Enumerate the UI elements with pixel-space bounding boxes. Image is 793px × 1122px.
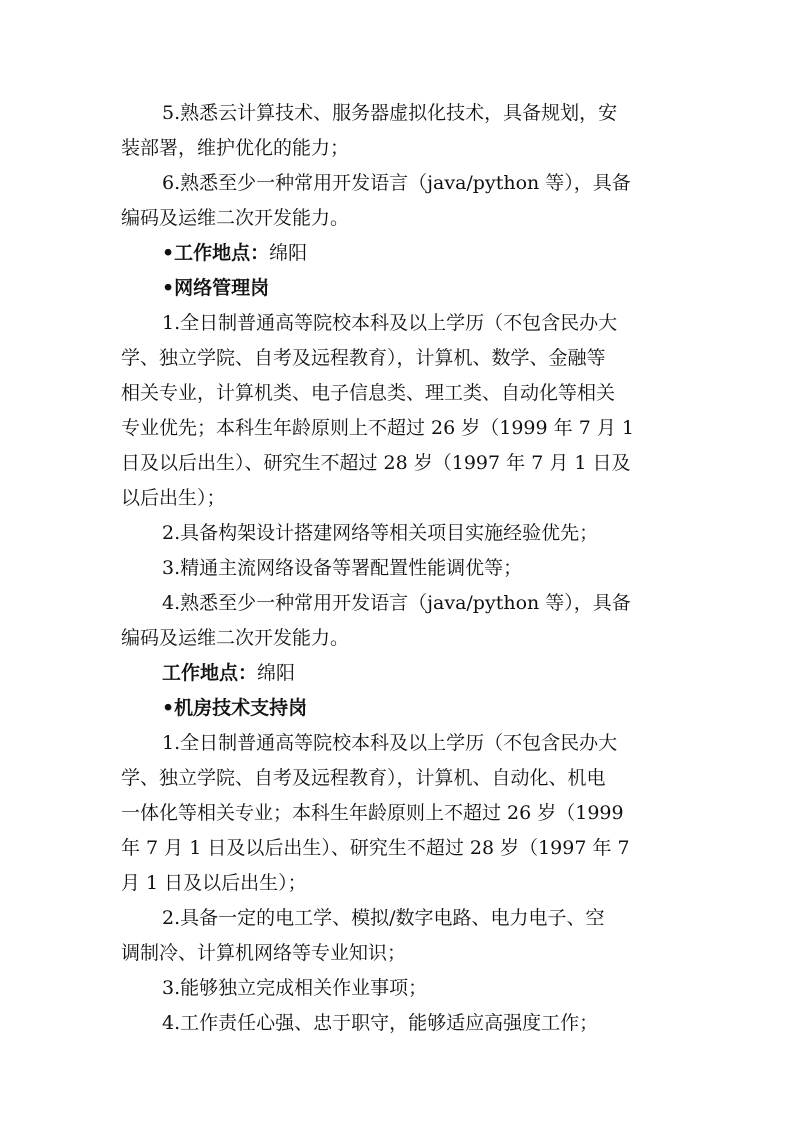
item-education-cont: 学、独立学院、自考及远程教育），计算机、自动化、机电 [121, 767, 606, 789]
item-education-cont: 日及以后出生）、研究生不超过 28 岁（1997 年 7 月 1 日及 [121, 452, 631, 474]
section-heading-network-admin [162, 276, 269, 300]
work-location-label: 工作地点： [162, 662, 258, 684]
section-title: 网络管理岗 [174, 277, 270, 299]
item-electrical-knowledge-cont: 调制冷、计算机网络等专业知识； [121, 942, 407, 964]
item-dev-language: 4.熟悉至少一种常用开发语言（java/python 等），具备 [162, 592, 631, 614]
work-location-line [162, 241, 307, 265]
item-dev-language-cont: 编码及运维二次开发能力。 [121, 207, 350, 229]
bullet-icon: • [162, 242, 175, 264]
bullet-icon: • [162, 277, 175, 299]
item-education: 1.全日制普通高等院校本科及以上学历（不包含民办大 [162, 312, 618, 334]
item-education: 1.全日制普通高等院校本科及以上学历（不包含民办大 [162, 732, 618, 754]
item-dev-language: 6.熟悉至少一种常用开发语言（java/python 等），具备 [162, 172, 631, 194]
work-location-line [162, 661, 295, 685]
item-independent-work: 3.能够独立完成相关作业事项； [162, 977, 428, 999]
item-education-cont: 年 7 月 1 日及以后出生）、研究生不超过 28 岁（1997 年 7 [121, 837, 630, 859]
item-network-equipment: 3.精通主流网络设备等署配置性能调优等； [162, 557, 523, 579]
work-location-value: 绵阳 [269, 242, 308, 264]
item-architecture-experience: 2.具备构架设计搭建网络等相关项目实施经验优先； [162, 522, 599, 544]
item-education-cont: 学、独立学院、自考及远程教育），计算机、数学、金融等 [121, 347, 606, 369]
item-education-cont: 以后出生）； [121, 487, 226, 509]
item-education-cont: 一体化等相关专业；本科生年龄原则上不超过 26 岁（1999 [121, 802, 624, 824]
work-location-value: 绵阳 [257, 662, 296, 684]
item-electrical-knowledge: 2.具备一定的电工学、模拟/数字电路、电力电子、空 [162, 907, 605, 929]
work-location-label: 工作地点： [174, 242, 270, 264]
section-title: 机房技术支持岗 [174, 697, 308, 719]
bullet-icon: • [162, 697, 175, 719]
section-heading-machine-room-support [162, 696, 307, 720]
item-education-cont: 月 1 日及以后出生）； [121, 872, 307, 894]
item-dev-language-cont: 编码及运维二次开发能力。 [121, 627, 350, 649]
item-education-cont: 相关专业，计算机类、电子信息类、理工类、自动化等相关 [121, 382, 616, 404]
item-responsibility: 4.工作责任心强、忠于职守，能够适应高强度工作； [162, 1012, 599, 1034]
item-cloud-skills: 5.熟悉云计算技术、服务器虚拟化技术，具备规划，安 [162, 102, 618, 124]
item-cloud-skills-cont: 装部署，维护优化的能力； [121, 137, 350, 159]
item-education-cont: 专业优先；本科生年龄原则上不超过 26 岁（1999 年 7 月 1 [121, 417, 634, 439]
